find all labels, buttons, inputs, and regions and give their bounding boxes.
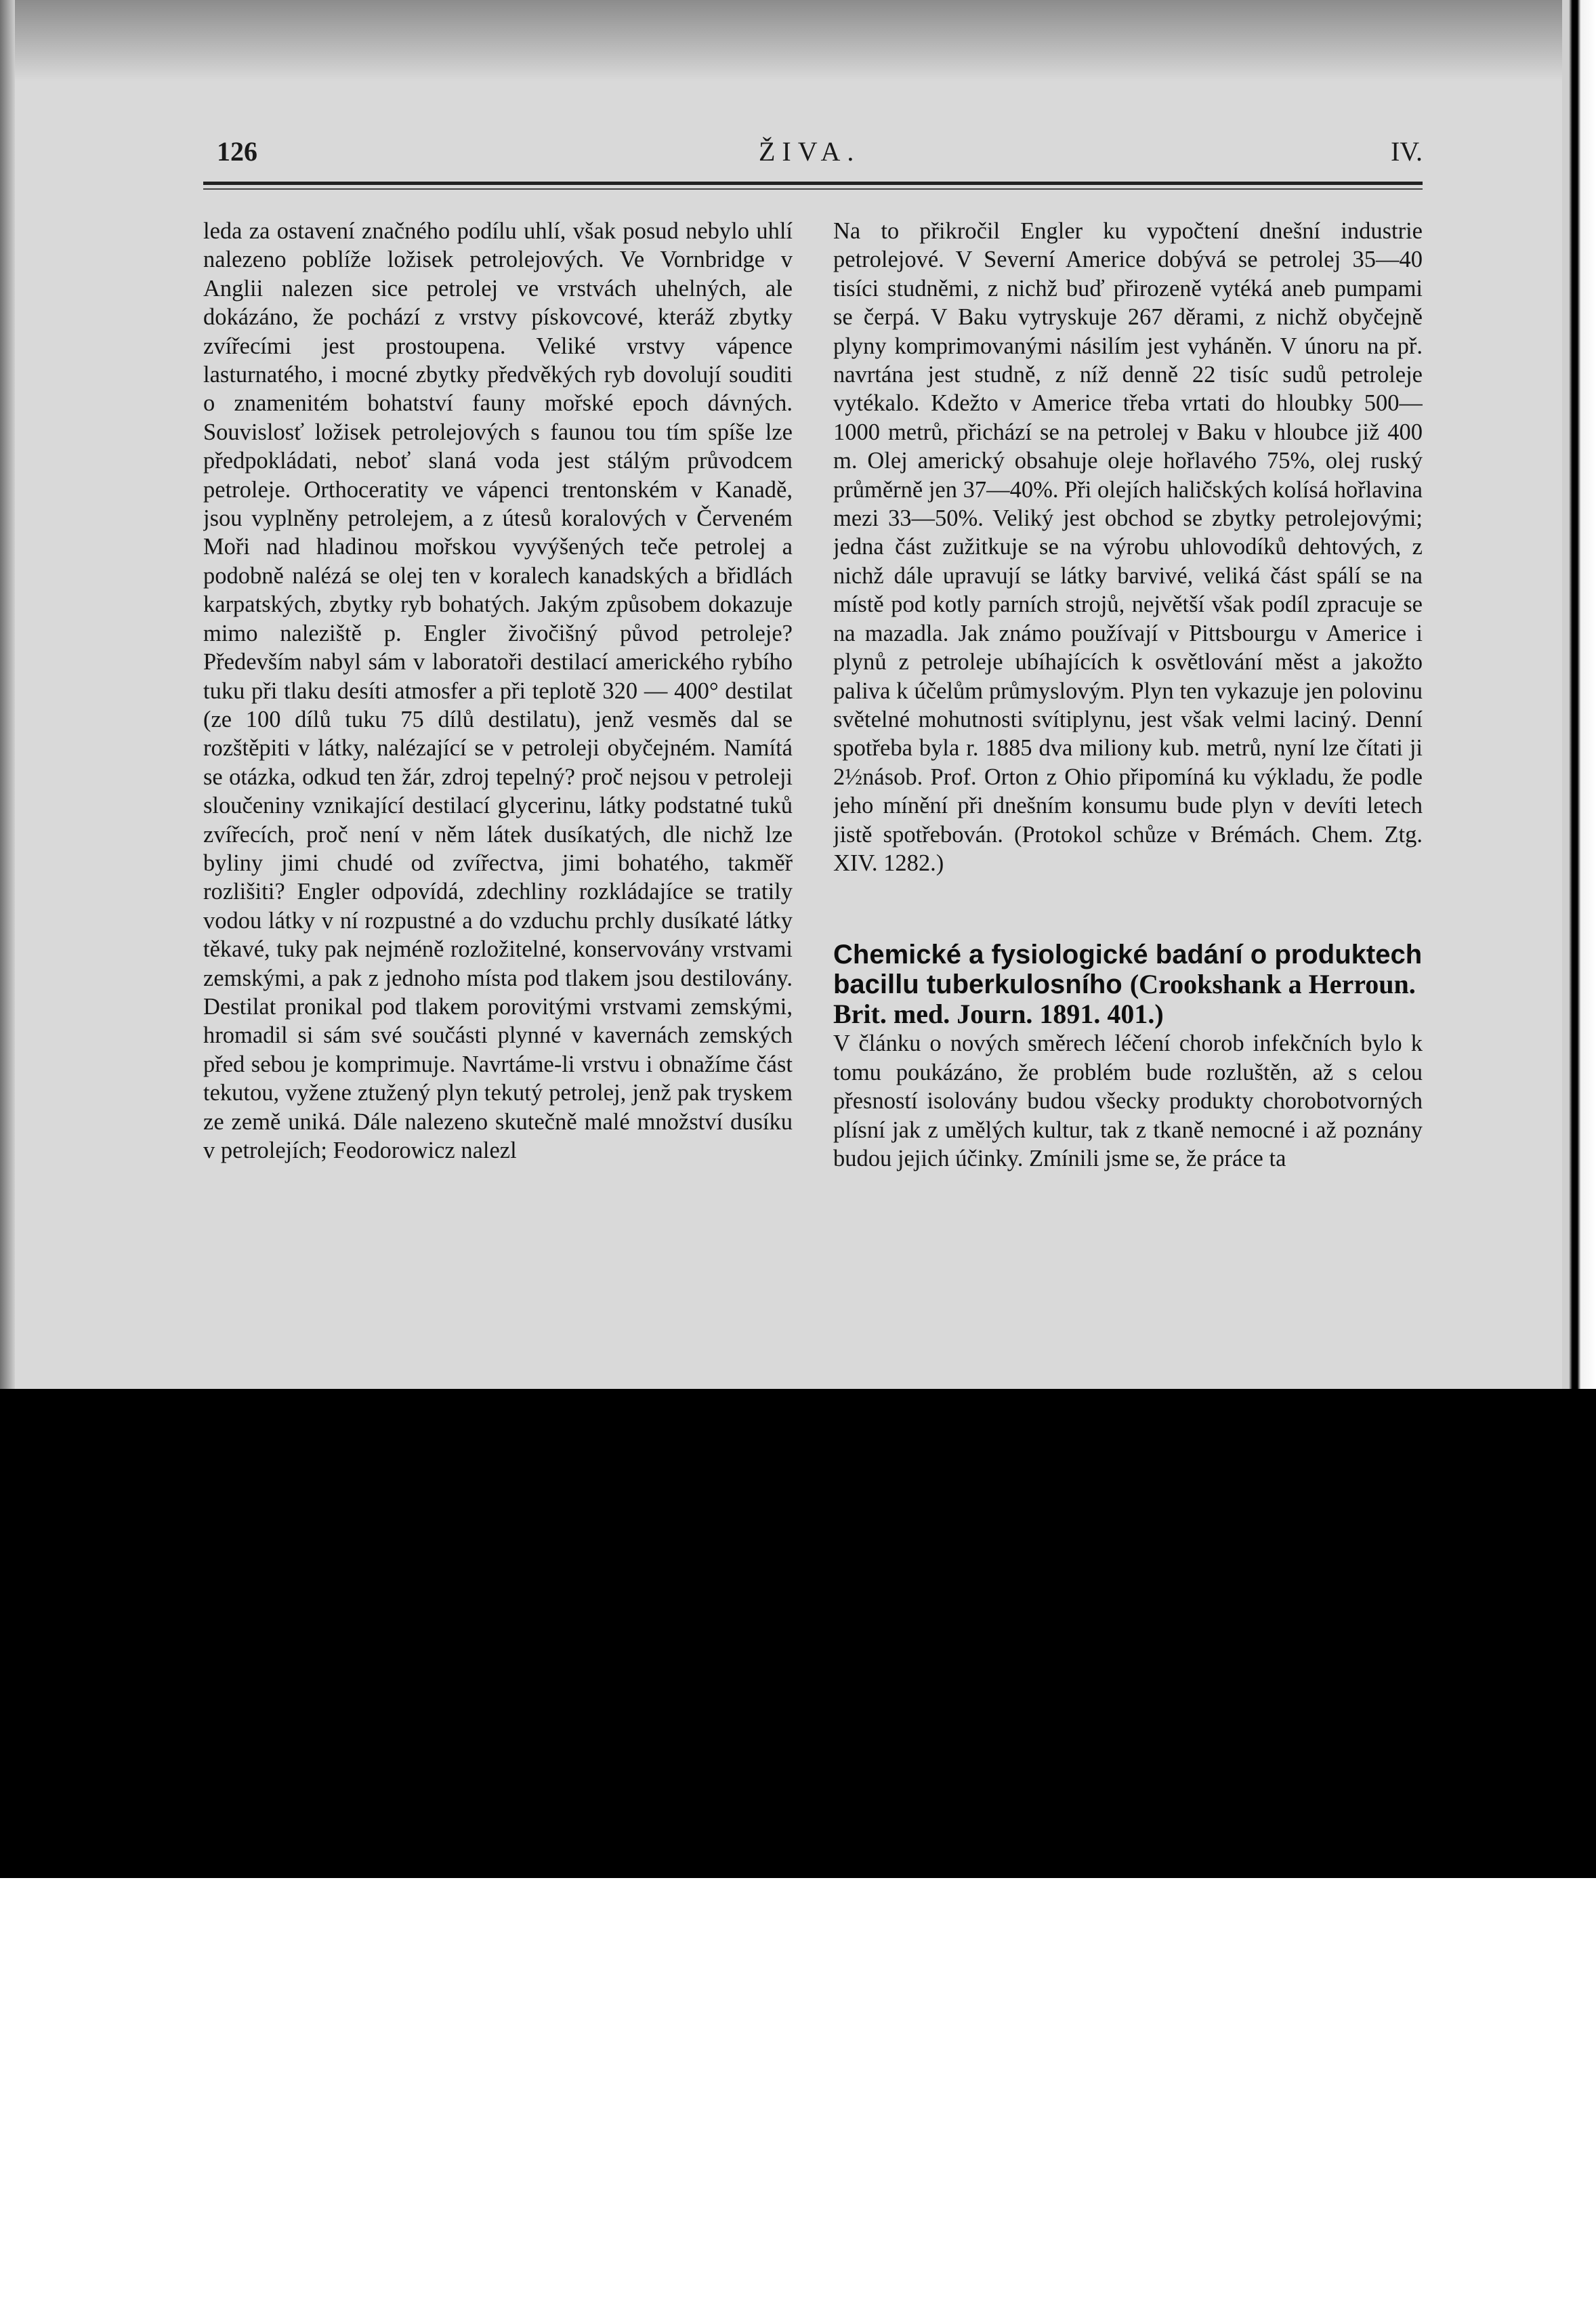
article-title-text: Chemické a fysiologické badání o produktech bacillu tuberkulosního — [833, 940, 1423, 1000]
left-page-edge — [0, 0, 15, 1389]
header-rule — [203, 182, 1423, 185]
left-column — [203, 217, 793, 1389]
right-column — [833, 217, 1423, 1389]
header-rule-thin — [203, 188, 1423, 190]
volume-label: IV. — [1390, 136, 1423, 167]
page-header — [217, 136, 1423, 176]
right-paragraph-2: V článku o nových směrech léčení chorob infekčních bylo k tomu poukázáno, že problém bude rozluštěn, až s celou přesností isolovány budou všecky produkty chorobotvorných plísní jak z umělých kultur, tak z tkaně nemocné i až poznány budou jejich účinky. Zmínili jsme se, že práce ta — [833, 1030, 1423, 1171]
page-number: 126 — [217, 136, 257, 167]
journal-title: ŽIVA. — [759, 136, 861, 167]
top-shadow — [0, 0, 1596, 81]
scan-black-band — [0, 1389, 1596, 1878]
right-page-edge — [1562, 0, 1596, 1389]
left-column-text: leda za ostavení značného podílu uhlí, však posud nebylo uhlí nalezeno poblíže ložisek petrolejových. Ve Vornbridge v Anglii nalezen sice petrolej ve vrstvách uhelných, ale dokázáno, že pochází z vrstvy pískovcové, kteráž zbytky zvířecími jest prostoupena. Veliké vrstvy vápence lasturnatého, i mocné zbytky předvěkých ryb dovolují souditi o znamenitém bohatství fauny mořské epoch dávných. Souvislosť ložisek petrolejových s faunou tou tím spíše lze předpokládati, neboť slaná voda jest stálým průvodcem petroleje. Orthoceratity ve vápenci trentonském v Kanadě, jsou vyplněny petrolejem, a z útesů koralových v Červeném Moři nad hladinou mořskou vyvýšených teče petrolej a podobně nalézá se olej ten v koralech kanadských a břidlách karpatských, zbytky ryb bohatých. Jakým způsobem dokazuje mimo naleziště p. Engler živočišný původ petroleje? Především nabyl sám v laboratoři destilací amerického rybího tuku při tlaku desíti atmosfer a při teplotě 320 — 400° destilat (ze 100 dílů tuku 75 dílů destilatu), jenž vesměs dal se rozštěpiti v látky, nalézající se v petroleji obyčejném. Namítá se otázka, odkud ten žár, zdroj tepelný? proč nejsou v petroleji sloučeniny vznikající destilací glycerinu, látky podstatné tuků zvířecích, proč není v něm látek dusíkatých, dle nichž lze byliny jimi chudé od zvířectva, jimi bohatého, takměř rozlišiti? Engler odpovídá, zdechliny rozkládajíce se tratily vodou látky v ní rozpustné a do vzduchu prchly dusíkaté látky těkavé, tuky pak nejméně rozložitelné, konservovány vrstvami zemskými, a pak z jednoho místa pod tlakem jsou destilovány. Destilat pronikal pod tlakem porovitými vrstvami zemskými, hromadil si sám své součásti plynné v kavernách zemských před sebou je komprimuje. Navrtáme-li vrstvu i obnažíme část tekutou, vyžene ztužený plyn tekutý petrolej, jenž pak tryskem ze země uniká. Dále nalezeno skutečně malé množství dusíku v petrolejích; Feodorowicz nalezl — [203, 218, 793, 1163]
article-citation: (Crookshank a Herroun. Brit. med. Journ. 1891. 401.) — [833, 969, 1416, 1030]
article-heading — [833, 940, 1423, 1029]
right-paragraph-1: Na to přikročil Engler ku vypočtení dnešní industrie petrolejové. V Severní Americe dobývá se petrolej 35—40 tisíci studněmi, z nichž buď přirozeně vytéká aneb pumpami se čerpá. V Baku vytryskuje 267 děrami, z nichž obyčejně plyny komprimovanými násilím jest vyháněn. V únoru na př. navrtána jest studně, z níž denně 22 tisíc sudů petroleje vytékalo. Kdežto v Americe třeba vrtati do hloubky 500—1000 metrů, přichází se na petrolej v Baku v hloubce již 400 m. Olej americký obsahuje oleje hořlavého 75%, olej ruský průměrně jen 37—40%. Při olejích haličských kolísá hořlavina mezi 33—50%. Veliký jest obchod se zbytky petrolejovými; jedna část zužitkuje se na výrobu uhlovodíků dehtových, z nichž dále upravují se látky barvivé, veliká část spálí se na místě pod kotly parních strojů, největší však podíl zpracuje se na mazadla. Jak známo používají v Pittsbourgu v Americe i plynů z petroleje ubíhajících k osvětlování měst a jakožto paliva k účelům průmyslovým. Plyn ten vykazuje jen polovinu světelné mohutnosti svítiplynu, jest však velmi laciný. Denní spotřeba byla r. 1885 dva miliony kub. metrů, nyní lze čítati ji 2½násob. Prof. Orton z Ohio připomíná ku výkladu, že podle jeho mínění při dnešním konsumu bude plyn v devíti letech jistě spotřebován. (Protokol schůze v Brémách. Chem. Ztg. XIV. 1282.) — [833, 218, 1423, 876]
article-title — [833, 940, 1423, 1029]
